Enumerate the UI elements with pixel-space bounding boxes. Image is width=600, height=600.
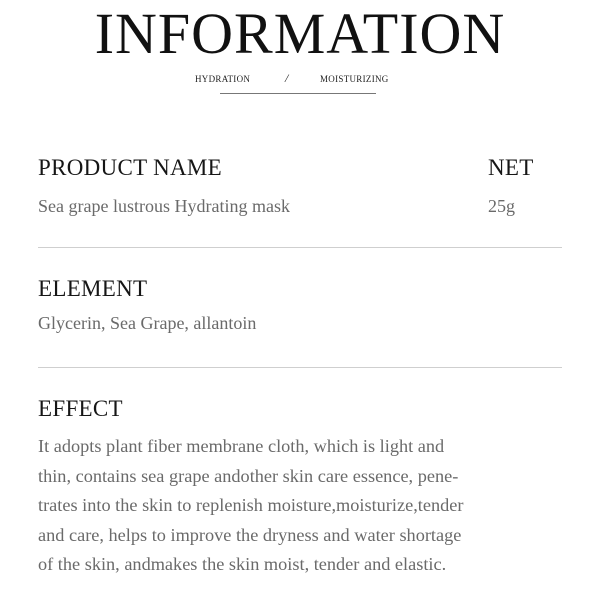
page-title: INFORMATION — [94, 1, 506, 66]
product-name-heading: PRODUCT NAME — [38, 155, 223, 180]
effect-line: trates into the skin to replenish moisture,moisturize,tender — [38, 495, 464, 516]
effect-line: It adopts plant fiber membrane cloth, which is light and — [38, 436, 445, 456]
element-value: Glycerin, Sea Grape, allantoin — [38, 313, 257, 333]
effect-line: thin, contains sea grape andother skin care essence, pene- — [38, 465, 459, 486]
section-divider — [38, 367, 562, 368]
effect-heading: EFFECT — [38, 396, 123, 421]
net-value: 25g — [488, 196, 515, 216]
effect-description — [38, 432, 562, 580]
product-name-value: Sea grape lustrous Hydrating mask — [38, 196, 290, 216]
effect-line: of the skin, andmakes the skin moist, tender and elastic. — [38, 554, 447, 575]
subtitle-underline — [220, 93, 376, 94]
subtitle-hydration: HYDRATION — [195, 74, 251, 84]
effect-line: and care, helps to improve the dryness and water shortage — [38, 524, 462, 545]
subtitle-separator: / — [285, 71, 289, 85]
section-divider — [38, 247, 562, 248]
element-heading: ELEMENT — [38, 276, 148, 301]
net-heading: NET — [488, 155, 534, 180]
subtitle-moisturizing: MOISTURIZING — [320, 74, 389, 84]
